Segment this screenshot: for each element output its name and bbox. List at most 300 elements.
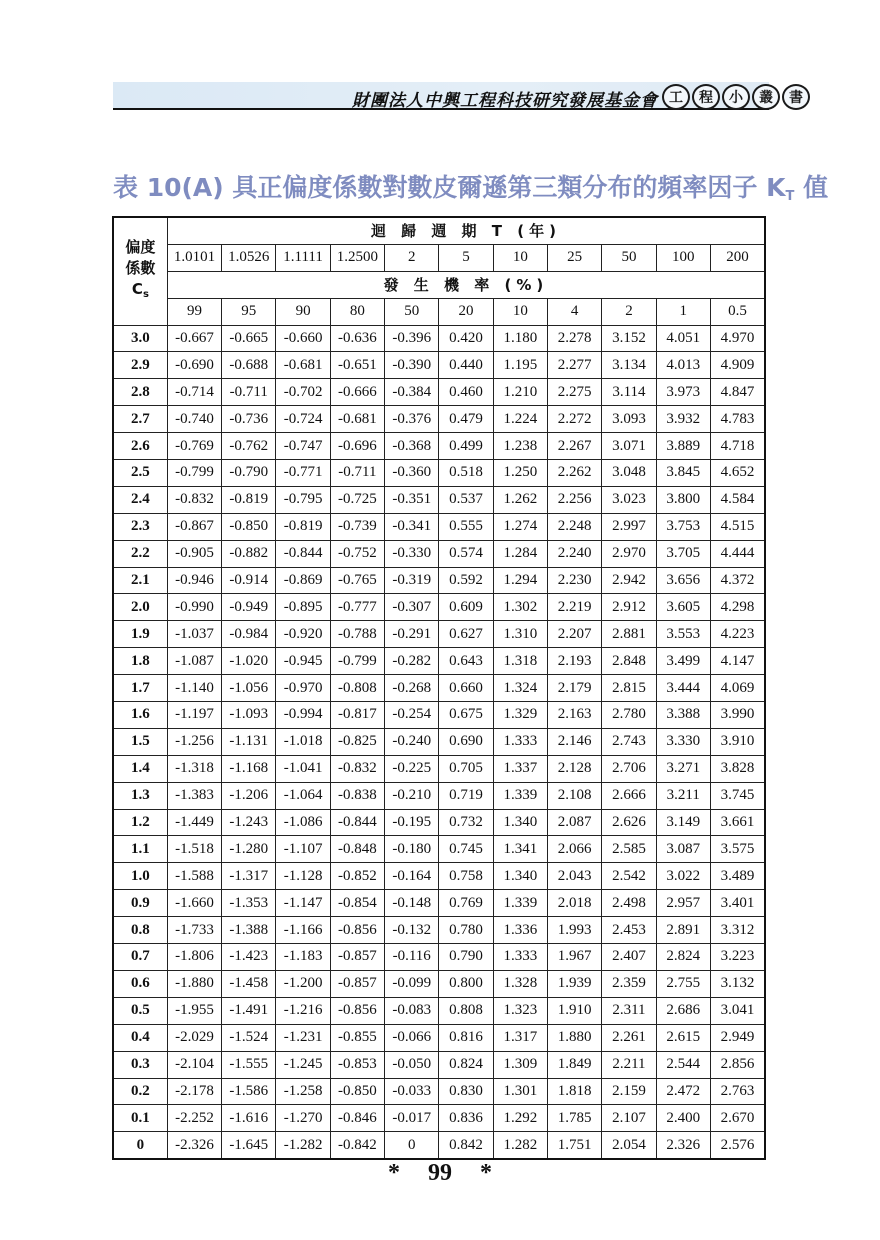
kt-value-cell: -0.368 (385, 433, 439, 460)
skew-coefficient-cell: 1.5 (113, 728, 167, 755)
kt-value-cell: 3.223 (710, 944, 765, 971)
kt-value-cell: 1.785 (548, 1105, 602, 1132)
kt-value-cell: -0.769 (167, 433, 221, 460)
kt-value-cell: 2.108 (548, 782, 602, 809)
skew-coefficient-cell: 0.1 (113, 1105, 167, 1132)
kt-value-cell: -0.857 (330, 970, 384, 997)
kt-value-cell: 0.592 (439, 567, 493, 594)
kt-value-cell: 1.282 (493, 1132, 547, 1159)
kt-value-cell: -0.914 (222, 567, 276, 594)
probability-cell: 50 (385, 298, 439, 325)
return-period-cell: 2 (385, 244, 439, 271)
kt-value-cell: 2.585 (602, 836, 656, 863)
header-row-return-period-label (113, 217, 765, 244)
kt-value-cell: -0.724 (276, 406, 330, 433)
kt-value-cell: -0.799 (167, 460, 221, 487)
table-body (113, 217, 765, 1159)
kt-value-cell: -1.131 (222, 728, 276, 755)
kt-value-cell: -0.225 (385, 755, 439, 782)
kt-value-cell: -0.066 (385, 1024, 439, 1051)
kt-value-cell: 1.339 (493, 890, 547, 917)
skew-coefficient-cell: 1.0 (113, 863, 167, 890)
table-row (113, 863, 765, 890)
kt-value-cell: 2.856 (710, 1051, 765, 1078)
table-row (113, 890, 765, 917)
kt-value-cell: 4.051 (656, 325, 710, 352)
kt-value-cell: 3.605 (656, 594, 710, 621)
kt-value-cell: 2.326 (656, 1132, 710, 1159)
table-row (113, 1078, 765, 1105)
kt-value-cell: 0.690 (439, 728, 493, 755)
return-period-cell: 50 (602, 244, 656, 271)
kt-value-cell: 2.763 (710, 1078, 765, 1105)
skew-coefficient-header (113, 217, 167, 325)
kt-value-cell: -0.844 (330, 809, 384, 836)
kt-value-cell: 3.845 (656, 460, 710, 487)
kt-value-cell: -1.037 (167, 621, 221, 648)
table-row (113, 1024, 765, 1051)
table-title-tail: 值 (794, 173, 829, 202)
kt-value-cell: -1.353 (222, 890, 276, 917)
kt-value-cell: 0.836 (439, 1105, 493, 1132)
skew-coefficient-cell: 0.4 (113, 1024, 167, 1051)
kt-value-cell: 2.261 (602, 1024, 656, 1051)
kt-value-cell: 4.970 (710, 325, 765, 352)
kt-value-cell: 0.816 (439, 1024, 493, 1051)
kt-value-cell: -1.645 (222, 1132, 276, 1159)
kt-value-cell: 1.294 (493, 567, 547, 594)
kt-value-cell: -0.711 (330, 460, 384, 487)
corner-line: 係數 (125, 259, 156, 278)
kt-value-cell: -0.867 (167, 513, 221, 540)
kt-value-cell: 2.824 (656, 944, 710, 971)
kt-value-cell: -0.282 (385, 648, 439, 675)
skew-coefficient-cell: 0.5 (113, 997, 167, 1024)
kt-value-cell: 3.023 (602, 486, 656, 513)
kt-value-cell: -0.846 (330, 1105, 384, 1132)
kt-value-cell: 1.849 (548, 1051, 602, 1078)
kt-value-cell: 2.957 (656, 890, 710, 917)
kt-value-cell: 3.705 (656, 540, 710, 567)
kt-value-cell: -0.808 (330, 675, 384, 702)
kt-value-cell: -0.949 (222, 594, 276, 621)
kt-value-cell: 0.499 (439, 433, 493, 460)
kt-value-cell: 0.745 (439, 836, 493, 863)
kt-value-cell: 1.993 (548, 917, 602, 944)
kt-value-cell: 3.132 (710, 970, 765, 997)
kt-value-cell: 1.324 (493, 675, 547, 702)
kt-value-cell: -0.946 (167, 567, 221, 594)
kt-value-cell: 1.262 (493, 486, 547, 513)
kt-value-cell: 1.340 (493, 863, 547, 890)
kt-value-cell: 1.292 (493, 1105, 547, 1132)
probability-cell: 20 (439, 298, 493, 325)
kt-value-cell: 2.997 (602, 513, 656, 540)
return-period-cell: 100 (656, 244, 710, 271)
kt-value-cell: 1.318 (493, 648, 547, 675)
table-row (113, 621, 765, 648)
badge-char: 小 (722, 84, 750, 110)
table-row (113, 944, 765, 971)
kt-value-cell: -0.195 (385, 809, 439, 836)
kt-value-cell: -1.020 (222, 648, 276, 675)
table-row (113, 1051, 765, 1078)
kt-value-cell: 1.274 (493, 513, 547, 540)
kt-value-cell: -1.388 (222, 917, 276, 944)
kt-value-cell: 4.372 (710, 567, 765, 594)
kt-value-cell: 3.661 (710, 809, 765, 836)
table-title (113, 168, 828, 204)
kt-value-cell: -0.788 (330, 621, 384, 648)
kt-value-cell: 2.272 (548, 406, 602, 433)
kt-value-cell: -0.895 (276, 594, 330, 621)
corner-line: 偏度 (125, 238, 156, 257)
kt-value-cell: -1.518 (167, 836, 221, 863)
kt-value-cell: 1.317 (493, 1024, 547, 1051)
kt-value-cell: -0.702 (276, 379, 330, 406)
kt-value-cell: 2.743 (602, 728, 656, 755)
skew-coefficient-cell: 2.4 (113, 486, 167, 513)
kt-value-cell: -0.970 (276, 675, 330, 702)
frequency-factor-table (112, 216, 766, 1160)
skew-coefficient-cell: 1.3 (113, 782, 167, 809)
skew-coefficient-cell: 2.8 (113, 379, 167, 406)
probability-cell: 4 (548, 298, 602, 325)
kt-value-cell: 2.498 (602, 890, 656, 917)
kt-value-cell: -0.945 (276, 648, 330, 675)
kt-value-cell: -0.882 (222, 540, 276, 567)
kt-value-cell: 2.815 (602, 675, 656, 702)
kt-value-cell: -1.270 (276, 1105, 330, 1132)
kt-value-cell: -0.711 (222, 379, 276, 406)
kt-value-cell: 1.323 (493, 997, 547, 1024)
kt-value-cell: -0.033 (385, 1078, 439, 1105)
table-row (113, 540, 765, 567)
kt-value-cell: 4.783 (710, 406, 765, 433)
kt-value-cell: 2.544 (656, 1051, 710, 1078)
kt-value-cell: 2.219 (548, 594, 602, 621)
kt-value-cell: -2.178 (167, 1078, 221, 1105)
kt-value-cell: 3.114 (602, 379, 656, 406)
kt-value-cell: -0.842 (330, 1132, 384, 1159)
probability-cell: 1 (656, 298, 710, 325)
kt-value-cell: 0.440 (439, 352, 493, 379)
kt-value-cell: -0.819 (276, 513, 330, 540)
kt-value-cell: -0.740 (167, 406, 221, 433)
series-badge (662, 84, 810, 110)
kt-value-cell: 2.311 (602, 997, 656, 1024)
organization-name: 財團法人中興工程科技研究發展基金會 (352, 91, 658, 111)
kt-value-cell: -0.210 (385, 782, 439, 809)
kt-value-cell: -2.252 (167, 1105, 221, 1132)
probability-cell: 10 (493, 298, 547, 325)
skew-coefficient-cell: 3.0 (113, 325, 167, 352)
kt-value-cell: -0.164 (385, 863, 439, 890)
kt-value-cell: 2.942 (602, 567, 656, 594)
table-row (113, 352, 765, 379)
table-row (113, 728, 765, 755)
table-row (113, 325, 765, 352)
kt-value-cell: 2.146 (548, 728, 602, 755)
kt-value-cell: 2.262 (548, 460, 602, 487)
probability-cell: 80 (330, 298, 384, 325)
table-row (113, 648, 765, 675)
kt-value-cell: -0.799 (330, 648, 384, 675)
kt-value-cell: -1.524 (222, 1024, 276, 1051)
kt-value-cell: -0.819 (222, 486, 276, 513)
kt-value-cell: 3.889 (656, 433, 710, 460)
kt-value-cell: 2.400 (656, 1105, 710, 1132)
kt-value-cell: 0.824 (439, 1051, 493, 1078)
kt-value-cell: 2.018 (548, 890, 602, 917)
table-row (113, 917, 765, 944)
kt-value-cell: -0.390 (385, 352, 439, 379)
table-row (113, 970, 765, 997)
kt-value-cell: -1.245 (276, 1051, 330, 1078)
kt-value-cell: 3.152 (602, 325, 656, 352)
kt-value-cell: 4.515 (710, 513, 765, 540)
kt-value-cell: 0.808 (439, 997, 493, 1024)
kt-value-cell: -1.586 (222, 1078, 276, 1105)
table-row (113, 1132, 765, 1159)
return-period-header: 迴 歸 週 期 T (年) (167, 217, 765, 244)
table-row (113, 513, 765, 540)
kt-value-cell: 1.210 (493, 379, 547, 406)
kt-value-cell: -0.725 (330, 486, 384, 513)
kt-value-cell: 0.537 (439, 486, 493, 513)
page-footer (0, 1160, 880, 1187)
kt-value-cell: -2.029 (167, 1024, 221, 1051)
skew-coefficient-cell: 1.8 (113, 648, 167, 675)
kt-value-cell: -1.616 (222, 1105, 276, 1132)
kt-value-cell: -0.765 (330, 567, 384, 594)
kt-value-cell: -0.291 (385, 621, 439, 648)
kt-value-cell: -0.396 (385, 325, 439, 352)
kt-value-cell: -0.844 (276, 540, 330, 567)
kt-value-cell: -0.832 (167, 486, 221, 513)
kt-value-cell: 2.256 (548, 486, 602, 513)
kt-value-cell: -0.148 (385, 890, 439, 917)
kt-value-cell: 1.328 (493, 970, 547, 997)
kt-value-cell: 2.970 (602, 540, 656, 567)
kt-value-cell: -0.132 (385, 917, 439, 944)
return-period-cell: 5 (439, 244, 493, 271)
kt-value-cell: -2.104 (167, 1051, 221, 1078)
kt-value-cell: 1.310 (493, 621, 547, 648)
kt-value-cell: 3.499 (656, 648, 710, 675)
return-period-cell: 10 (493, 244, 547, 271)
kt-value-cell: -1.243 (222, 809, 276, 836)
kt-value-cell: -0.360 (385, 460, 439, 487)
kt-value-cell: 2.542 (602, 863, 656, 890)
kt-value-cell: -0.376 (385, 406, 439, 433)
kt-value-cell: 1.939 (548, 970, 602, 997)
kt-value-cell: 0.842 (439, 1132, 493, 1159)
kt-value-cell: -0.984 (222, 621, 276, 648)
kt-value-cell: 3.910 (710, 728, 765, 755)
kt-value-cell: -1.166 (276, 917, 330, 944)
corner-subscript: s (142, 289, 149, 301)
kt-value-cell: -2.326 (167, 1132, 221, 1159)
kt-value-cell: 1.818 (548, 1078, 602, 1105)
kt-value-cell: -0.854 (330, 890, 384, 917)
kt-value-cell: 2.848 (602, 648, 656, 675)
kt-value-cell: 2.066 (548, 836, 602, 863)
kt-value-cell: -0.319 (385, 567, 439, 594)
table-row (113, 379, 765, 406)
kt-value-cell: -1.458 (222, 970, 276, 997)
badge-char: 叢 (752, 84, 780, 110)
kt-value-cell: 2.359 (602, 970, 656, 997)
kt-value-cell: -0.869 (276, 567, 330, 594)
kt-value-cell: 0.675 (439, 702, 493, 729)
table-row (113, 755, 765, 782)
kt-value-cell: 2.453 (602, 917, 656, 944)
kt-value-cell: 4.013 (656, 352, 710, 379)
skew-coefficient-cell: 0.7 (113, 944, 167, 971)
kt-value-cell: 4.909 (710, 352, 765, 379)
skew-coefficient-cell: 0.9 (113, 890, 167, 917)
kt-value-cell: 0.790 (439, 944, 493, 971)
kt-value-cell: -0.651 (330, 352, 384, 379)
kt-value-cell: -0.838 (330, 782, 384, 809)
skew-coefficient-cell: 2.2 (113, 540, 167, 567)
kt-value-cell: -0.341 (385, 513, 439, 540)
kt-value-cell: 0.705 (439, 755, 493, 782)
kt-value-cell: -1.383 (167, 782, 221, 809)
kt-value-cell: -0.825 (330, 728, 384, 755)
skew-coefficient-cell: 0.3 (113, 1051, 167, 1078)
kt-value-cell: 3.489 (710, 863, 765, 890)
kt-value-cell: 1.224 (493, 406, 547, 433)
table-row (113, 675, 765, 702)
kt-value-cell: -0.856 (330, 997, 384, 1024)
kt-value-cell: 1.180 (493, 325, 547, 352)
kt-value-cell: 2.576 (710, 1132, 765, 1159)
kt-value-cell: -0.665 (222, 325, 276, 352)
table-title-main: 表 10(A) 具正偏度係數對數皮爾遜第三類分布的頻率因子 K (113, 173, 786, 202)
probability-cell: 0.5 (710, 298, 765, 325)
skew-coefficient-cell: 2.9 (113, 352, 167, 379)
kt-value-cell: -1.140 (167, 675, 221, 702)
kt-value-cell: -0.790 (222, 460, 276, 487)
kt-value-cell: -1.064 (276, 782, 330, 809)
kt-value-cell: 3.575 (710, 836, 765, 863)
kt-value-cell: -0.777 (330, 594, 384, 621)
kt-value-cell: 1.336 (493, 917, 547, 944)
kt-value-cell: -0.681 (330, 406, 384, 433)
kt-value-cell: 1.967 (548, 944, 602, 971)
kt-value-cell: 4.298 (710, 594, 765, 621)
table-row (113, 406, 765, 433)
kt-value-cell: 2.043 (548, 863, 602, 890)
kt-value-cell: 0.780 (439, 917, 493, 944)
table-row (113, 567, 765, 594)
kt-value-cell: -1.197 (167, 702, 221, 729)
kt-value-cell: 0 (385, 1132, 439, 1159)
kt-value-cell: 1.339 (493, 782, 547, 809)
kt-value-cell: 3.087 (656, 836, 710, 863)
kt-value-cell: 3.071 (602, 433, 656, 460)
kt-value-cell: -0.850 (330, 1078, 384, 1105)
kt-value-cell: -0.268 (385, 675, 439, 702)
page-number: 99 (428, 1160, 452, 1186)
kt-value-cell: -1.806 (167, 944, 221, 971)
kt-value-cell: 1.250 (493, 460, 547, 487)
kt-value-cell: -0.254 (385, 702, 439, 729)
kt-value-cell: 0.769 (439, 890, 493, 917)
kt-value-cell: 0.732 (439, 809, 493, 836)
footer-mark: * (388, 1160, 400, 1186)
kt-value-cell: -0.083 (385, 997, 439, 1024)
kt-value-cell: 2.881 (602, 621, 656, 648)
kt-value-cell: 3.271 (656, 755, 710, 782)
kt-value-cell: -0.920 (276, 621, 330, 648)
kt-value-cell: -0.853 (330, 1051, 384, 1078)
kt-value-cell: -1.880 (167, 970, 221, 997)
kt-value-cell: -1.318 (167, 755, 221, 782)
kt-value-cell: 0.660 (439, 675, 493, 702)
kt-value-cell: -0.752 (330, 540, 384, 567)
kt-value-cell: -1.128 (276, 863, 330, 890)
kt-value-cell: 1.751 (548, 1132, 602, 1159)
kt-value-cell: 2.275 (548, 379, 602, 406)
kt-value-cell: -0.714 (167, 379, 221, 406)
kt-value-cell: -0.017 (385, 1105, 439, 1132)
kt-value-cell: -0.855 (330, 1024, 384, 1051)
kt-value-cell: 2.666 (602, 782, 656, 809)
table-row (113, 997, 765, 1024)
kt-value-cell: -1.147 (276, 890, 330, 917)
kt-value-cell: -0.667 (167, 325, 221, 352)
header-row-return-periods (113, 244, 765, 271)
kt-value-cell: 2.128 (548, 755, 602, 782)
kt-value-cell: -1.588 (167, 863, 221, 890)
skew-coefficient-cell: 0.8 (113, 917, 167, 944)
kt-value-cell: -0.905 (167, 540, 221, 567)
table-row (113, 594, 765, 621)
kt-value-cell: -1.200 (276, 970, 330, 997)
kt-value-cell: 2.207 (548, 621, 602, 648)
kt-value-cell: -1.423 (222, 944, 276, 971)
kt-value-cell: 1.337 (493, 755, 547, 782)
badge-char: 書 (782, 84, 810, 110)
kt-value-cell: -0.681 (276, 352, 330, 379)
kt-value-cell: 1.302 (493, 594, 547, 621)
kt-value-cell: 3.553 (656, 621, 710, 648)
return-period-cell: 1.2500 (330, 244, 384, 271)
skew-coefficient-cell: 0.2 (113, 1078, 167, 1105)
kt-value-cell: -0.666 (330, 379, 384, 406)
kt-value-cell: -1.282 (276, 1132, 330, 1159)
kt-value-cell: -1.086 (276, 809, 330, 836)
kt-value-cell: 2.891 (656, 917, 710, 944)
return-period-cell: 1.1111 (276, 244, 330, 271)
kt-value-cell: 3.048 (602, 460, 656, 487)
kt-value-cell: 0.518 (439, 460, 493, 487)
kt-value-cell: -0.762 (222, 433, 276, 460)
kt-value-cell: 2.163 (548, 702, 602, 729)
table-row (113, 782, 765, 809)
table-title-subscript: T (785, 189, 795, 204)
kt-value-cell: 4.223 (710, 621, 765, 648)
kt-value-cell: -0.050 (385, 1051, 439, 1078)
header-row-probability-label (113, 271, 765, 298)
kt-value-cell: -0.240 (385, 728, 439, 755)
table-row (113, 1105, 765, 1132)
kt-value-cell: -0.736 (222, 406, 276, 433)
kt-value-cell: -0.660 (276, 325, 330, 352)
